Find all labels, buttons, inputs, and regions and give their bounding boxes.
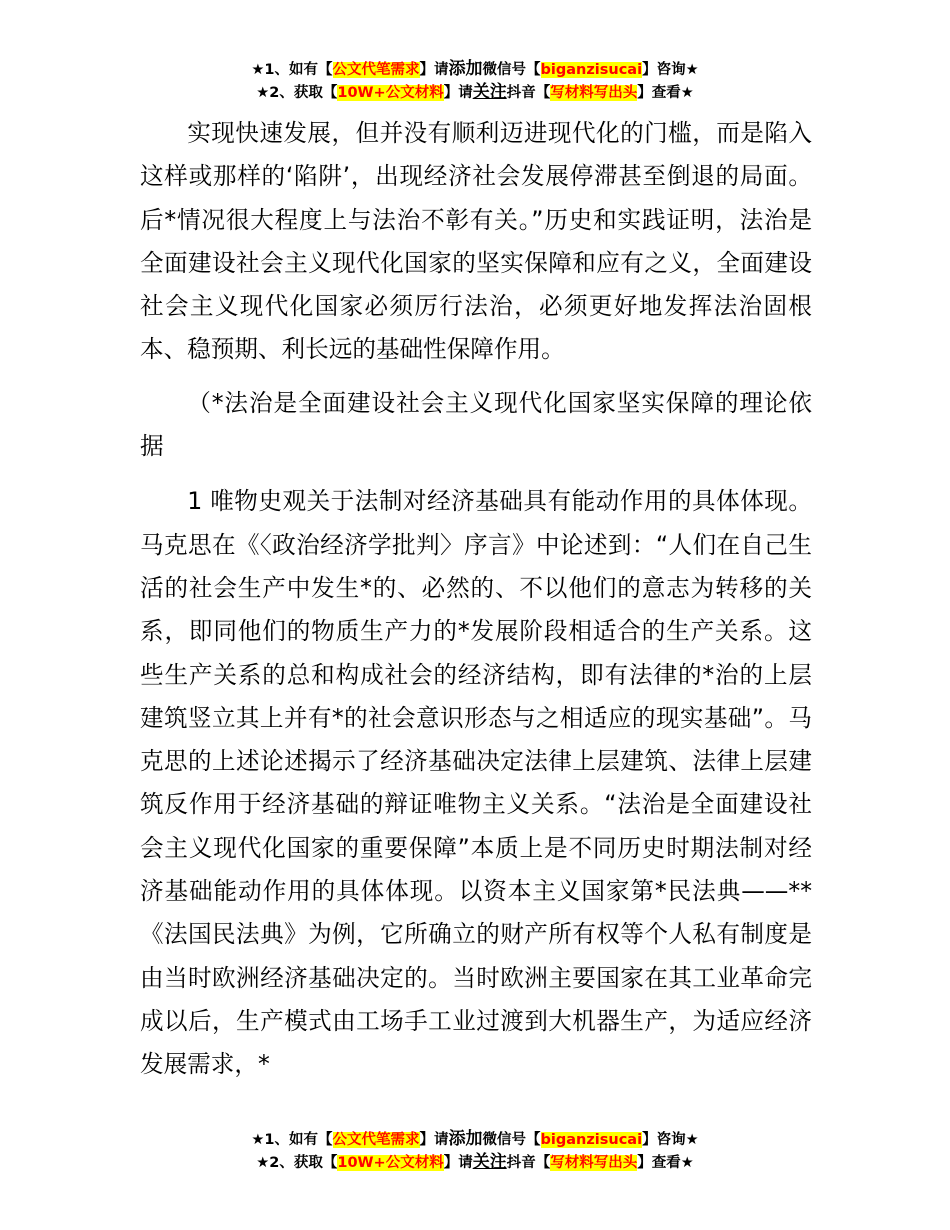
- paragraph-1: 实现快速发展，但并没有顺利迈进现代化的门槛，而是陷入这样或那样的‘陷阱’，出现经济社会发展停滞甚至倒退的局面。后*情况很大程度上与法治不彰有关。”历史和实践证明，法治是全面建设社会主义现代化国家的坚实保障和应有之义，全面建设社会主义现代化国家必须厉行法治，必须更好地发挥法治固根本、稳预期、利长远的基础性保障作用。: [140, 119, 812, 364]
- highlight-materials: 10W+公文材料: [337, 85, 444, 101]
- paragraph-2-heading: （*法治是全面建设社会主义现代化国家坚实保障的理论依据: [140, 388, 812, 461]
- banner-text: 微信号【: [482, 1132, 541, 1148]
- banner-text: 】查看★: [637, 1155, 694, 1171]
- banner-text: ★1、如有【: [251, 62, 333, 78]
- banner-line-2: [0, 81, 950, 104]
- banner-text: ★2、获取【: [256, 1155, 338, 1171]
- banner-text: 】请: [443, 1155, 473, 1171]
- banner-text: 】咨询★: [642, 62, 699, 78]
- highlight-douyin: 写材料写出头: [550, 85, 638, 101]
- highlight-service: 公文代笔需求: [332, 62, 420, 78]
- banner-emphasis: 关注: [472, 1152, 507, 1172]
- banner-text: ★2、获取【: [256, 85, 338, 101]
- highlight-wechat-id: biganzisucai: [540, 1132, 643, 1148]
- banner-text: 抖音【: [506, 85, 551, 101]
- highlight-wechat-id: biganzisucai: [540, 62, 643, 78]
- highlight-materials: 10W+公文材料: [337, 1155, 444, 1171]
- banner-emphasis: 添加: [448, 59, 483, 79]
- header-banner: [0, 58, 950, 104]
- banner-line-1: [0, 1128, 950, 1151]
- banner-line-1: [0, 58, 950, 81]
- highlight-service: 公文代笔需求: [332, 1132, 420, 1148]
- banner-text: 】请: [443, 85, 473, 101]
- document-body: [140, 112, 812, 1087]
- paragraph-3: 1 唯物史观关于法制对经济基础具有能动作用的具体体现。马克思在《〈政治经济学批判〉序言》中论述到：“人们在自己生活的社会生产中发生*的、必然的、不以他们的意志为转移的关系，即同他们的物质生产力的*发展阶段相适合的生产关系。这些生产关系的总和构成社会的经济结构，即有法律的*治的上层建筑竖立其上并有*的社会意识形态与之相适应的现实基础”。马克思的上述论述揭示了经济基础决定法律上层建筑、法律上层建筑反作用于经济基础的辩证唯物主义关系。“法治是全面建设社会主义现代化国家的重要保障”本质上是不同历史时期法制对经济基础能动作用的具体体现。以资本主义国家第*民法典——**《法国民法典》为例，它所确立的财产所有权等个人私有制度是由当时欧洲经济基础决定的。当时欧洲主要国家在其工业革命完成以后，生产模式由工场手工业过渡到大机器生产，为适应经济发展需求，*: [140, 487, 812, 1079]
- banner-text: 】咨询★: [642, 1132, 699, 1148]
- banner-text: 微信号【: [482, 62, 541, 78]
- banner-line-2: [0, 1151, 950, 1174]
- banner-text: 】请: [419, 62, 449, 78]
- banner-text: 】查看★: [637, 85, 694, 101]
- footer-banner: [0, 1128, 950, 1174]
- banner-text: ★1、如有【: [251, 1132, 333, 1148]
- banner-emphasis: 添加: [448, 1129, 483, 1149]
- banner-emphasis: 关注: [472, 82, 507, 102]
- highlight-douyin: 写材料写出头: [550, 1155, 638, 1171]
- banner-text: 】请: [419, 1132, 449, 1148]
- banner-text: 抖音【: [506, 1155, 551, 1171]
